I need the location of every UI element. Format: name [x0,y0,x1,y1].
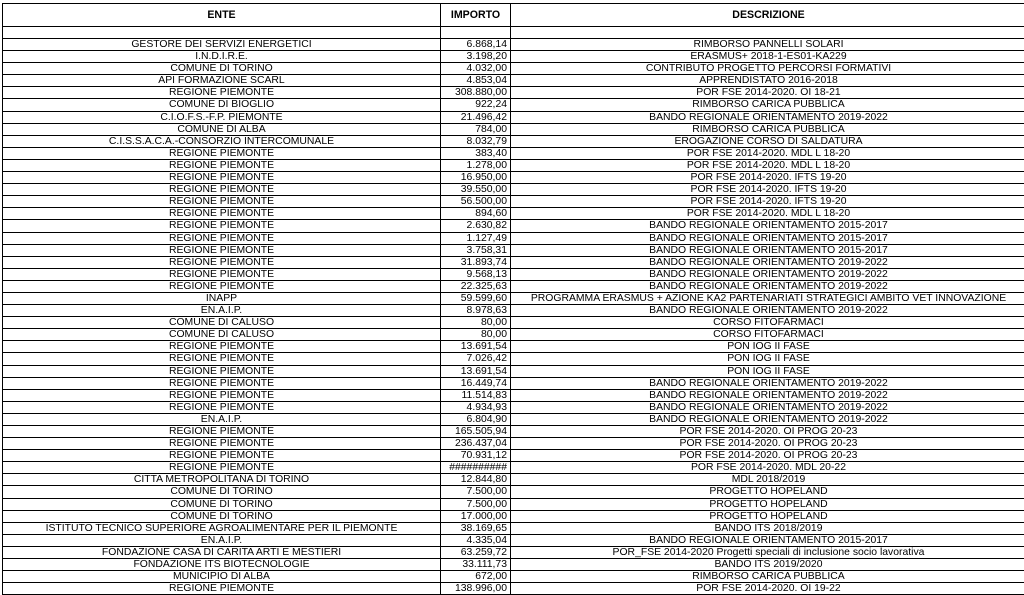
table-row [3,377,1024,389]
importo-cell: 16.950,00 [441,172,511,184]
ente-cell: REGIONE PIEMONTE [3,389,441,401]
importo-cell: 7.500,00 [441,486,511,498]
ente-cell: API FORMAZIONE SCARL [3,75,441,87]
descrizione-cell: BANDO REGIONALE ORIENTAMENTO 2019-2022 [511,413,1024,425]
descrizione-cell: POR FSE 2014-2020. MDL L 18-20 [511,159,1024,171]
ente-cell: REGIONE PIEMONTE [3,583,441,595]
importo-cell: 22.325,63 [441,280,511,292]
importo-cell: 4.853,04 [441,75,511,87]
table-row [3,147,1024,159]
importo-cell: 38.169,65 [441,522,511,534]
ente-cell: C.I.O.F.S.-F.P. PIEMONTE [3,111,441,123]
descrizione-cell: PROGRAMMA ERASMUS + AZIONE KA2 PARTENARIATI STRATEGICI AMBITO VET INNOVAZIONE [511,292,1024,304]
contributions-table [2,3,1024,595]
table-row [3,329,1024,341]
importo-cell: 784,00 [441,123,511,135]
importo-cell: 2.630,82 [441,220,511,232]
ente-cell: C.I.S.S.A.C.A.-CONSORZIO INTERCOMUNALE [3,135,441,147]
table-body [3,27,1024,595]
descrizione-cell: BANDO REGIONALE ORIENTAMENTO 2019-2022 [511,256,1024,268]
table-row [3,450,1024,462]
ente-cell: REGIONE PIEMONTE [3,401,441,413]
descrizione-cell: POR FSE 2014-2020. MDL L 18-20 [511,147,1024,159]
ente-cell: EN.A.I.P. [3,534,441,546]
ente-cell: INAPP [3,292,441,304]
ente-cell: REGIONE PIEMONTE [3,377,441,389]
ente-cell: COMUNE DI TORINO [3,510,441,522]
descrizione-cell: BANDO ITS 2018/2019 [511,522,1024,534]
descrizione-cell: BANDO REGIONALE ORIENTAMENTO 2019-2022 [511,377,1024,389]
ente-cell: REGIONE PIEMONTE [3,196,441,208]
table-row [3,546,1024,558]
ente-cell: REGIONE PIEMONTE [3,280,441,292]
descrizione-cell: POR FSE 2014-2020. IFTS 19-20 [511,196,1024,208]
importo-cell: 672,00 [441,571,511,583]
importo-cell: ########## [441,462,511,474]
header-row [3,4,1024,27]
table-row [3,365,1024,377]
ente-cell: REGIONE PIEMONTE [3,184,441,196]
table-row [3,39,1024,51]
descrizione-cell: PROGETTO HOPELAND [511,498,1024,510]
importo-cell: 1.278,00 [441,159,511,171]
ente-cell: CITTA METROPOLITANA DI TORINO [3,474,441,486]
descrizione-cell: POR FSE 2014-2020. OI 19-22 [511,583,1024,595]
descrizione-cell: POR FSE 2014-2020. OI 18-21 [511,87,1024,99]
empty-cell [3,27,441,39]
ente-cell: REGIONE PIEMONTE [3,268,441,280]
empty-row [3,27,1024,39]
table-row [3,389,1024,401]
descrizione-cell: APPRENDISTATO 2016-2018 [511,75,1024,87]
importo-cell: 4.335,04 [441,534,511,546]
empty-cell [511,27,1024,39]
importo-cell: 12.844,80 [441,474,511,486]
table-row [3,172,1024,184]
header-importo: IMPORTO [441,4,511,27]
ente-cell: ISTITUTO TECNICO SUPERIORE AGROALIMENTARE PER IL PIEMONTE [3,522,441,534]
header-ente: ENTE [3,4,441,27]
table-row [3,486,1024,498]
table-row [3,534,1024,546]
ente-cell: REGIONE PIEMONTE [3,426,441,438]
table-row [3,268,1024,280]
table-row [3,63,1024,75]
descrizione-cell: BANDO REGIONALE ORIENTAMENTO 2019-2022 [511,111,1024,123]
header-descrizione: DESCRIZIONE [511,4,1024,27]
importo-cell: 80,00 [441,317,511,329]
importo-cell: 80,00 [441,329,511,341]
table-row [3,510,1024,522]
descrizione-cell: POR_FSE 2014-2020 Progetti speciali di inclusione socio lavorativa [511,546,1024,558]
ente-cell: REGIONE PIEMONTE [3,159,441,171]
importo-cell: 33.111,73 [441,559,511,571]
ente-cell: COMUNE DI TORINO [3,498,441,510]
descrizione-cell: POR FSE 2014-2020. IFTS 19-20 [511,172,1024,184]
ente-cell: REGIONE PIEMONTE [3,341,441,353]
importo-cell: 13.691,54 [441,341,511,353]
ente-cell: EN.A.I.P. [3,305,441,317]
descrizione-cell: POR FSE 2014-2020. OI PROG 20-23 [511,426,1024,438]
table-row [3,353,1024,365]
table-row [3,135,1024,147]
importo-cell: 56.500,00 [441,196,511,208]
importo-cell: 8.978,63 [441,305,511,317]
table-row [3,208,1024,220]
table-row [3,317,1024,329]
ente-cell: REGIONE PIEMONTE [3,208,441,220]
importo-cell: 3.198,20 [441,51,511,63]
descrizione-cell: RIMBORSO CARICA PUBBLICA [511,123,1024,135]
descrizione-cell: BANDO REGIONALE ORIENTAMENTO 2019-2022 [511,401,1024,413]
descrizione-cell: POR FSE 2014-2020. OI PROG 20-23 [511,438,1024,450]
importo-cell: 13.691,54 [441,365,511,377]
importo-cell: 7.500,00 [441,498,511,510]
descrizione-cell: BANDO REGIONALE ORIENTAMENTO 2019-2022 [511,389,1024,401]
table-row [3,498,1024,510]
importo-cell: 11.514,83 [441,389,511,401]
importo-cell: 63.259,72 [441,546,511,558]
table-row [3,220,1024,232]
ente-cell: COMUNE DI TORINO [3,486,441,498]
importo-cell: 21.496,42 [441,111,511,123]
ente-cell: FONDAZIONE CASA DI CARITA ARTI E MESTIERI [3,546,441,558]
importo-cell: 8.032,79 [441,135,511,147]
ente-cell: COMUNE DI CALUSO [3,329,441,341]
table-row [3,196,1024,208]
table-row [3,280,1024,292]
importo-cell: 922,24 [441,99,511,111]
descrizione-cell: BANDO REGIONALE ORIENTAMENTO 2019-2022 [511,280,1024,292]
descrizione-cell: CORSO FITOFARMACI [511,317,1024,329]
descrizione-cell: BANDO ITS 2019/2020 [511,559,1024,571]
empty-cell [441,27,511,39]
descrizione-cell: PON IOG II FASE [511,353,1024,365]
descrizione-cell: EROGAZIONE CORSO DI SALDATURA [511,135,1024,147]
ente-cell: GESTORE DEI SERVIZI ENERGETICI [3,39,441,51]
ente-cell: FONDAZIONE ITS BIOTECNOLOGIE [3,559,441,571]
table-row [3,256,1024,268]
importo-cell: 308.880,00 [441,87,511,99]
ente-cell: REGIONE PIEMONTE [3,353,441,365]
importo-cell: 4.032,00 [441,63,511,75]
descrizione-cell: BANDO REGIONALE ORIENTAMENTO 2019-2022 [511,305,1024,317]
table-row [3,75,1024,87]
ente-cell: REGIONE PIEMONTE [3,172,441,184]
importo-cell: 9.568,13 [441,268,511,280]
ente-cell: REGIONE PIEMONTE [3,462,441,474]
importo-cell: 3.758,31 [441,244,511,256]
descrizione-cell: RIMBORSO CARICA PUBBLICA [511,99,1024,111]
ente-cell: MUNICIPIO DI ALBA [3,571,441,583]
ente-cell: REGIONE PIEMONTE [3,87,441,99]
importo-cell: 1.127,49 [441,232,511,244]
table-row [3,111,1024,123]
descrizione-cell: BANDO REGIONALE ORIENTAMENTO 2015-2017 [511,534,1024,546]
table-row [3,583,1024,595]
table-row [3,232,1024,244]
table-row [3,305,1024,317]
descrizione-cell: POR FSE 2014-2020. IFTS 19-20 [511,184,1024,196]
table-row [3,87,1024,99]
importo-cell: 138.996,00 [441,583,511,595]
importo-cell: 16.449,74 [441,377,511,389]
descrizione-cell: BANDO REGIONALE ORIENTAMENTO 2015-2017 [511,220,1024,232]
descrizione-cell: CONTRIBUTO PROGETTO PERCORSI FORMATIVI [511,63,1024,75]
importo-cell: 39.550,00 [441,184,511,196]
table-row [3,292,1024,304]
importo-cell: 383,40 [441,147,511,159]
descrizione-cell: POR FSE 2014-2020. MDL L 18-20 [511,208,1024,220]
ente-cell: REGIONE PIEMONTE [3,244,441,256]
ente-cell: REGIONE PIEMONTE [3,365,441,377]
ente-cell: REGIONE PIEMONTE [3,256,441,268]
descrizione-cell: PROGETTO HOPELAND [511,510,1024,522]
table-row [3,99,1024,111]
ente-cell: REGIONE PIEMONTE [3,450,441,462]
ente-cell: REGIONE PIEMONTE [3,438,441,450]
descrizione-cell: PON IOG II FASE [511,365,1024,377]
importo-cell: 236.437,04 [441,438,511,450]
descrizione-cell: POR FSE 2014-2020. MDL 20-22 [511,462,1024,474]
table-row [3,571,1024,583]
ente-cell: I.N.D.I.R.E. [3,51,441,63]
ente-cell: COMUNE DI BIOGLIO [3,99,441,111]
ente-cell: COMUNE DI CALUSO [3,317,441,329]
descrizione-cell: CORSO FITOFARMACI [511,329,1024,341]
descrizione-cell: PON IOG II FASE [511,341,1024,353]
table-row [3,522,1024,534]
importo-cell: 165.505,94 [441,426,511,438]
descrizione-cell: ERASMUS+ 2018-1-ES01-KA229 [511,51,1024,63]
descrizione-cell: BANDO REGIONALE ORIENTAMENTO 2015-2017 [511,244,1024,256]
importo-cell: 59.599,60 [441,292,511,304]
table-row [3,244,1024,256]
importo-cell: 17.000,00 [441,510,511,522]
ente-cell: COMUNE DI TORINO [3,63,441,75]
descrizione-cell: PROGETTO HOPELAND [511,486,1024,498]
table-row [3,462,1024,474]
table-row [3,159,1024,171]
ente-cell: COMUNE DI ALBA [3,123,441,135]
table-row [3,426,1024,438]
table-row [3,184,1024,196]
importo-cell: 894,60 [441,208,511,220]
ente-cell: REGIONE PIEMONTE [3,232,441,244]
importo-cell: 70.931,12 [441,450,511,462]
table-row [3,559,1024,571]
descrizione-cell: BANDO REGIONALE ORIENTAMENTO 2019-2022 [511,268,1024,280]
importo-cell: 6.804,90 [441,413,511,425]
descrizione-cell: MDL 2018/2019 [511,474,1024,486]
descrizione-cell: POR FSE 2014-2020. OI PROG 20-23 [511,450,1024,462]
descrizione-cell: BANDO REGIONALE ORIENTAMENTO 2015-2017 [511,232,1024,244]
table-row [3,51,1024,63]
importo-cell: 31.893,74 [441,256,511,268]
table-row [3,474,1024,486]
table-row [3,438,1024,450]
importo-cell: 7.026,42 [441,353,511,365]
importo-cell: 4.934,93 [441,401,511,413]
descrizione-cell: RIMBORSO CARICA PUBBLICA [511,571,1024,583]
ente-cell: REGIONE PIEMONTE [3,220,441,232]
ente-cell: EN.A.I.P. [3,413,441,425]
table-row [3,123,1024,135]
table-row [3,413,1024,425]
table-row [3,401,1024,413]
importo-cell: 6.868,14 [441,39,511,51]
table-row [3,341,1024,353]
descrizione-cell: RIMBORSO PANNELLI SOLARI [511,39,1024,51]
ente-cell: REGIONE PIEMONTE [3,147,441,159]
